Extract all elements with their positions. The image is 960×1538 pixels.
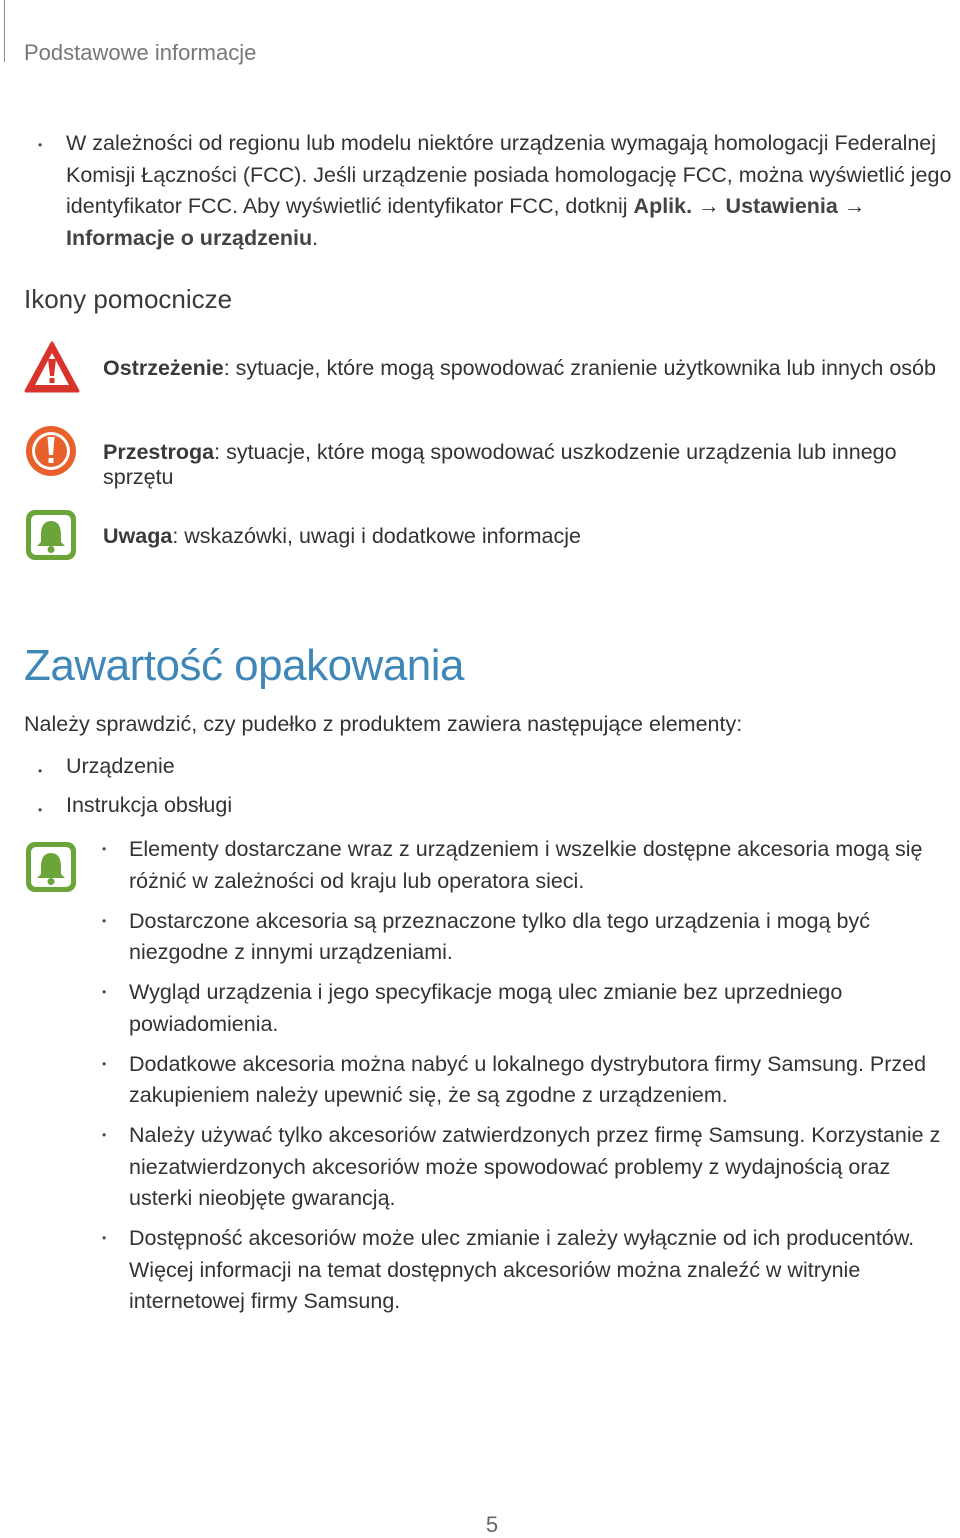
list-item: • Elementy dostarczane wraz z urządzeniem i wszelkie dostępne akcesoria mogą się różnić w zależności od kraju lub operatora sieci. — [129, 834, 955, 897]
warning-triangle-icon — [24, 340, 80, 394]
menu-path-about: Informacje o urządzeniu — [66, 225, 313, 250]
icon-desc-note: : wskazówki, uwagi i dodatkowe informacje — [172, 524, 581, 548]
menu-path-settings: Ustawienia — [725, 194, 838, 218]
caution-circle-icon — [24, 424, 78, 478]
bell-icon — [24, 840, 78, 894]
icon-label-warning: Ostrzeżenie — [103, 356, 224, 380]
list-item: • Dostarczone akcesoria są przeznaczone tylko dla tego urządzenia i mogą być niezgodne z innymi urządzeniami. — [129, 906, 955, 969]
fcc-text-end: . — [312, 225, 319, 250]
icon-desc-warning: : sytuacje, które mogą spowodować zranienie użytkownika lub innych osób — [223, 356, 936, 380]
icon-desc — [103, 356, 936, 381]
list-item: • Dostępność akcesoriów może ulec zmianie i zależy wyłącznie od ich producentów. Więcej informacji na temat dostępnych akcesoriów można znaleźć w witrynie internetowej firmy Samsung. — [129, 1223, 955, 1318]
package-item: Instrukcja obsługi — [66, 793, 233, 817]
path-arrow: → — [837, 194, 866, 218]
icon-row-warning — [24, 340, 954, 396]
fcc-text: W zależności od regionu lub modelu niektóre urządzenia wymagają homologacji Federalnej Komisji Łączności (FCC). Jeśli urządzenie posiada homologację FCC, można wyświetlić jego identyfikator FCC. Aby wyświetlić identyfikator FCC, dotknij — [66, 131, 952, 218]
icons-section-title: Ikony pomocnicze — [24, 284, 233, 314]
icon-label-caution: Przestroga — [103, 440, 215, 464]
list-item: • Należy używać tylko akcesoriów zatwierdzonych przez firmę Samsung. Korzystanie z niezatwierdzonych akcesoriów może spowodować problemy z wydajnością oraz usterki nieobjęte gwarancją. — [129, 1120, 955, 1215]
icon-desc — [103, 524, 581, 549]
fcc-note — [66, 128, 952, 254]
icon-label-note: Uwaga — [103, 524, 173, 548]
icon-row-caution — [24, 424, 954, 489]
package-intro: Należy sprawdzić, czy pudełko z produktem zawiera następujące elementy: — [24, 712, 743, 736]
icon-desc — [103, 440, 954, 490]
page-number: 5 — [485, 1512, 499, 1537]
list-item: • Wygląd urządzenia i jego specyfikacje mogą ulec zmianie bez uprzedniego powiadomienia. — [129, 977, 955, 1040]
icon-desc-caution: : sytuacje, które mogą spowodować uszkodzenie urządzenia lub innego sprzętu — [103, 440, 897, 489]
bullet-marker: • — [38, 764, 43, 778]
menu-path-apps: Aplik. — [633, 194, 693, 218]
bell-icon — [24, 508, 78, 562]
package-notes-list — [129, 834, 955, 1326]
bullet-marker: • — [38, 803, 43, 817]
list-item: • Dodatkowe akcesoria można nabyć u lokalnego dystrybutora firmy Samsung. Przed zakupieniem należy upewnić się, że są zgodne z urządzeniem. — [129, 1049, 955, 1112]
bullet-marker: • — [38, 138, 43, 152]
path-arrow: → — [692, 194, 726, 218]
package-section-title: Zawartość opakowania — [24, 641, 465, 690]
package-item: Urządzenie — [66, 754, 175, 778]
margin-line — [4, 0, 5, 62]
icon-row-note — [24, 508, 954, 564]
running-header: Podstawowe informacje — [24, 40, 257, 65]
